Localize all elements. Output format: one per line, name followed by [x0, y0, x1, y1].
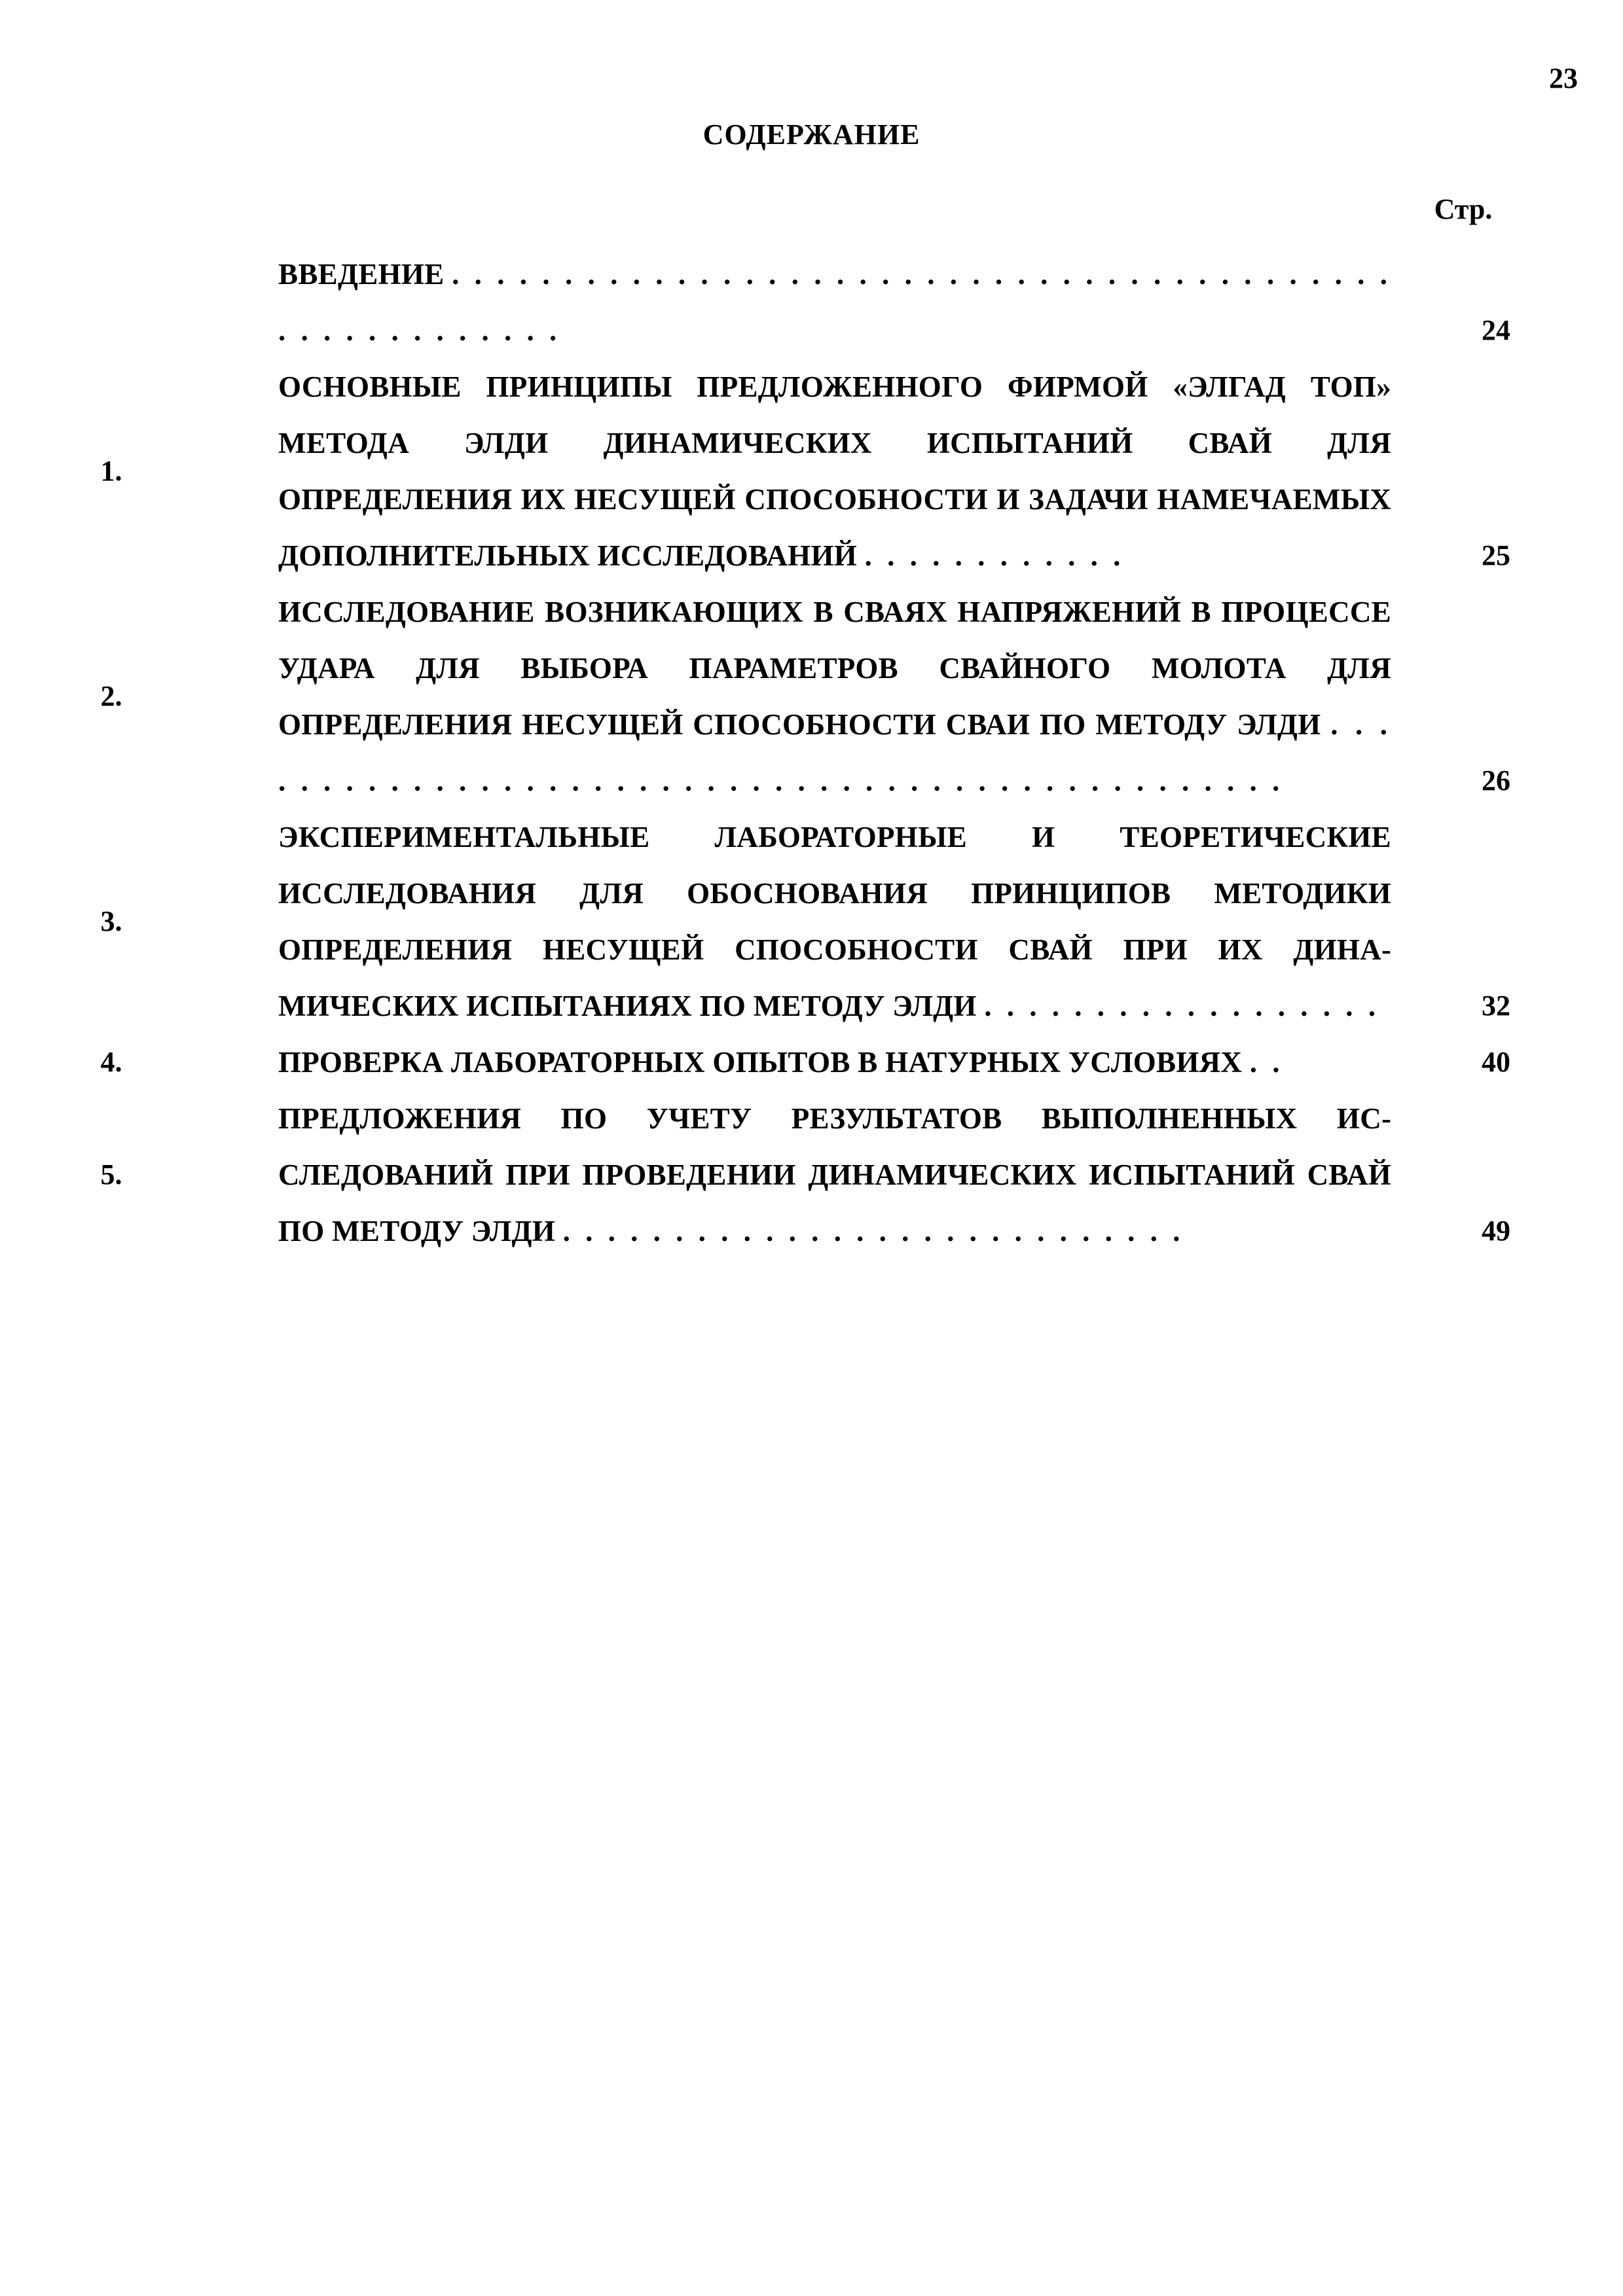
toc-entry-page: 32	[1482, 990, 1510, 1022]
toc-entry-text: ПРОВЕРКА ЛАБОРАТОРНЫХ ОПЫТОВ В НАТУРНЫХ УСЛОВИЯХ	[278, 1046, 1243, 1079]
page-title: СОДЕРЖАНИЕ	[702, 118, 921, 151]
toc-leader-dots: . . . . . . . . . . . . . . . . . . . . . . . . . . . . . . . . . . . . . . . . . . . . . . . . . . . . . . .	[278, 258, 1392, 347]
toc-leader-dots: . . . . . . . . . . . . . . . . . . . . . . . . . . . .	[562, 1215, 1184, 1247]
table-of-contents	[0, 246, 1623, 1259]
toc-leader-dots: . . . . . . . . . . . . . . . . . .	[984, 990, 1380, 1022]
toc-entry-1[interactable]	[0, 359, 1623, 584]
toc-entry-5[interactable]	[0, 1090, 1623, 1259]
toc-entry-3[interactable]	[0, 809, 1623, 1034]
toc-entry-text: ИССЛЕДОВАНИЕ ВОЗНИКАЮЩИХ В СВАЯХ НАПРЯЖЕНИЙ В ПРОЦЕССЕ УДАРА ДЛЯ ВЫБОРА ПАРАМЕТРОВ СВАЙНОГО МОЛОТА ДЛЯ ОПРЕДЕЛЕНИЯ НЕСУЩЕЙ СПОСОБНОСТИ СВАИ ПО МЕТОДУ ЭЛДИ	[278, 596, 1391, 741]
toc-entry-page: 24	[1482, 314, 1510, 346]
toc-entry-text: ВВЕДЕНИЕ	[278, 258, 445, 291]
toc-entry-text: ЭКСПЕРИМЕНТАЛЬНЫЕ ЛАБОРАТОРНЫЕ И ТЕОРЕТИЧЕСКИЕ ИССЛЕДОВАНИЯ ДЛЯ ОБОСНОВАНИЯ ПРИНЦИПОВ МЕТОДИКИ ОПРЕДЕЛЕНИЯ НЕСУЩЕЙ СПОСОБНОСТИ СВАЙ ПРИ ИХ ДИНАМИЧЕСКИХ ИСПЫТАНИЯХ ПО МЕТОДУ ЭЛДИ	[278, 821, 1391, 1022]
toc-entry-number: 4.	[100, 1046, 122, 1078]
toc-entry-page: 25	[1482, 539, 1510, 571]
toc-entry-title	[278, 246, 1391, 359]
toc-entry-text: ПРЕДЛОЖЕНИЯ ПО УЧЕТУ РЕЗУЛЬТАТОВ ВЫПОЛНЕННЫХ ИССЛЕДОВАНИЙ ПРИ ПРОВЕДЕНИИ ДИНАМИЧЕСКИХ ИСПЫТАНИЙ СВАЙ ПО МЕТОДУ ЭЛДИ	[278, 1102, 1391, 1247]
toc-entry-page: 26	[1482, 764, 1510, 797]
toc-entry-introduction[interactable]	[0, 246, 1623, 359]
toc-entry-title	[278, 809, 1391, 1034]
toc-entry-number: 5.	[100, 1158, 122, 1191]
toc-entry-title	[278, 359, 1391, 584]
toc-entry-number: 3.	[100, 905, 122, 937]
toc-entry-title	[278, 584, 1391, 809]
toc-entry-page: 49	[1482, 1215, 1510, 1247]
toc-leader-dots: . . . . . . . . . . . . . . . . . . . . . . . . . . . . . . . . . . . . . . . . . . . . . . . .	[278, 708, 1391, 797]
toc-entry-4[interactable]	[0, 1034, 1623, 1090]
toc-leader-dots: . .	[1249, 1046, 1284, 1079]
toc-entry-title	[278, 1034, 1391, 1090]
page-number: 23	[1549, 62, 1578, 94]
toc-entry-number: 1.	[100, 455, 122, 487]
toc-entry-number: 2.	[100, 680, 122, 712]
toc-entry-title	[278, 1090, 1391, 1259]
toc-entry-page: 40	[1482, 1046, 1510, 1078]
toc-entry-number	[0, 246, 183, 359]
toc-leader-dots: . . . . . . . . . . . .	[864, 539, 1125, 572]
toc-entry-text: ОСНОВНЫЕ ПРИНЦИПЫ ПРЕДЛОЖЕННОГО ФИРМОЙ «ЭЛГАД ТОП» МЕТОДА ЭЛДИ ДИНАМИЧЕСКИХ ИСПЫТАНИЙ СВАЙ ДЛЯ ОПРЕДЕЛЕНИЯ ИХ НЕСУЩЕЙ СПОСОБНОСТИ И ЗАДАЧИ НАМЕЧАЕМЫХ ДОПОЛНИТЕЛЬНЫХ ИССЛЕДОВАНИЙ	[278, 370, 1391, 572]
toc-entry-2[interactable]	[0, 584, 1623, 809]
page-column-header: Стр.	[1434, 193, 1493, 225]
